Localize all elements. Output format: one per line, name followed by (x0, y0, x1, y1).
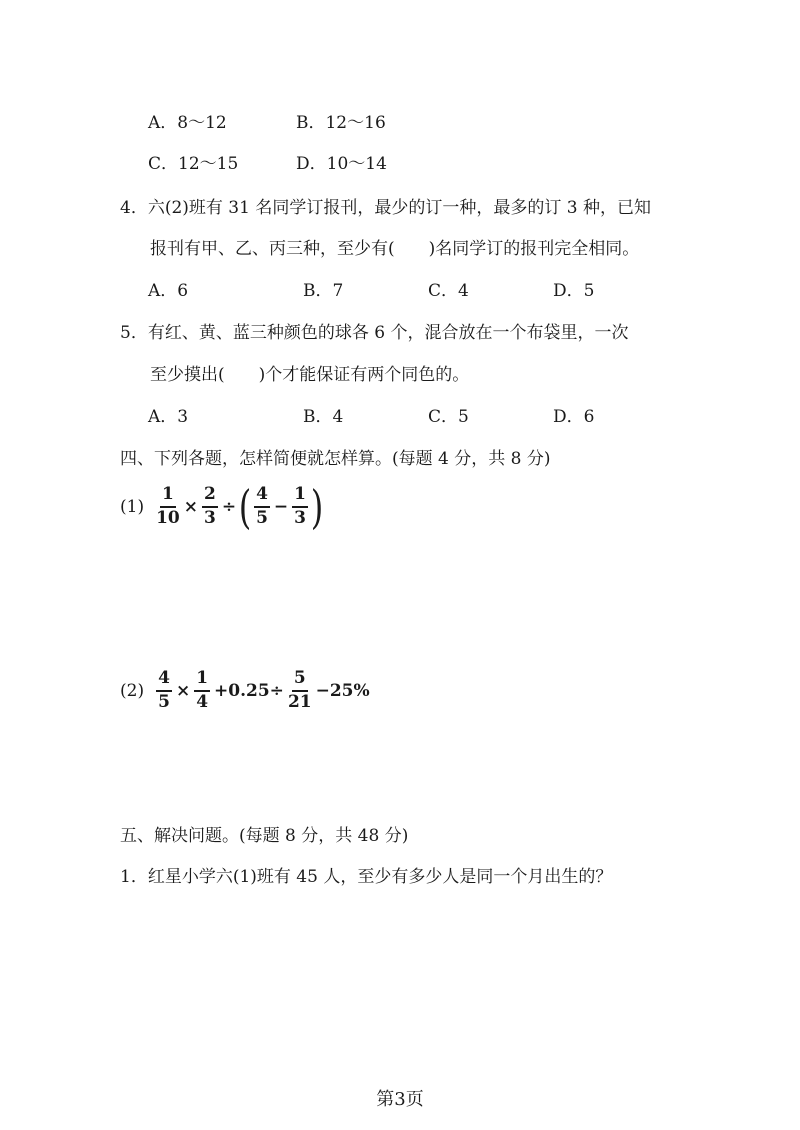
denominator: 5 (158, 691, 170, 712)
fraction (254, 486, 270, 528)
denominator: 10 (156, 508, 180, 528)
section5-question-1: 1．红星小学六(1)班有 45 人，至少有多少人是同一个月出生的？ (120, 867, 613, 887)
denominator: 5 (256, 508, 268, 528)
q4-text-line1: 4．六(2)班有 31 名同学订报刊，最少的订一种，最多的订 3 种，已知 (120, 198, 651, 218)
fraction (202, 486, 218, 528)
fraction (156, 670, 172, 712)
section4-heading: 四、下列各题，怎样简便就怎样算。(每题 4 分，共 8 分) (120, 449, 551, 469)
q5-option-d: D．6 (553, 407, 595, 427)
operator: +0.25÷ (214, 680, 284, 701)
operator: −25% (315, 680, 370, 701)
operator: × (183, 497, 199, 517)
fraction (194, 670, 210, 712)
expression-2 (120, 670, 372, 712)
left-parenthesis: ( (238, 480, 252, 534)
denominator: 3 (204, 508, 216, 528)
q3-option-d: D．10～14 (296, 154, 387, 174)
q3-option-b: B．12～16 (296, 113, 386, 133)
numerator: 2 (202, 486, 218, 508)
operator: − (273, 497, 289, 517)
q5-option-b: B．4 (303, 407, 344, 427)
q5-option-a: A．3 (148, 407, 189, 427)
denominator: 3 (294, 508, 306, 528)
numerator: 1 (160, 486, 176, 508)
section5-heading: 五、解决问题。(每题 8 分，共 48 分) (120, 826, 409, 846)
expression-1 (120, 480, 324, 534)
right-parenthesis: ) (310, 480, 324, 534)
expression-2-label: (2) (120, 680, 145, 701)
operator: ÷ (221, 497, 237, 517)
q4-option-c: C．4 (428, 281, 469, 301)
numerator: 4 (156, 670, 172, 692)
q3-option-a: A．8～12 (148, 113, 227, 133)
page-number: 第3页 (376, 1089, 424, 1110)
q3-option-c: C．12～15 (148, 154, 239, 174)
q5-text-line1: 5．有红、黄、蓝三种颜色的球各 6 个，混合放在一个布袋里，一次 (120, 323, 629, 343)
expression-1-label: (1) (120, 497, 145, 517)
q5-option-c: C．5 (428, 407, 469, 427)
q4-option-a: A．6 (148, 281, 189, 301)
fraction (292, 486, 308, 528)
fraction (156, 486, 180, 528)
fraction (288, 670, 312, 712)
numerator: 5 (292, 670, 308, 692)
q4-option-b: B．7 (303, 281, 344, 301)
q5-text-line2: 至少摸出( )个才能保证有两个同色的。 (150, 365, 470, 385)
q4-text-line2: 报刊有甲、乙、丙三种，至少有( )名同学订的报刊完全相同。 (150, 239, 640, 259)
numerator: 1 (292, 486, 308, 508)
numerator: 4 (254, 486, 270, 508)
q4-option-d: D．5 (553, 281, 595, 301)
denominator: 4 (196, 691, 209, 712)
operator: × (175, 680, 191, 701)
denominator: 21 (287, 691, 312, 712)
numerator: 1 (194, 670, 210, 692)
